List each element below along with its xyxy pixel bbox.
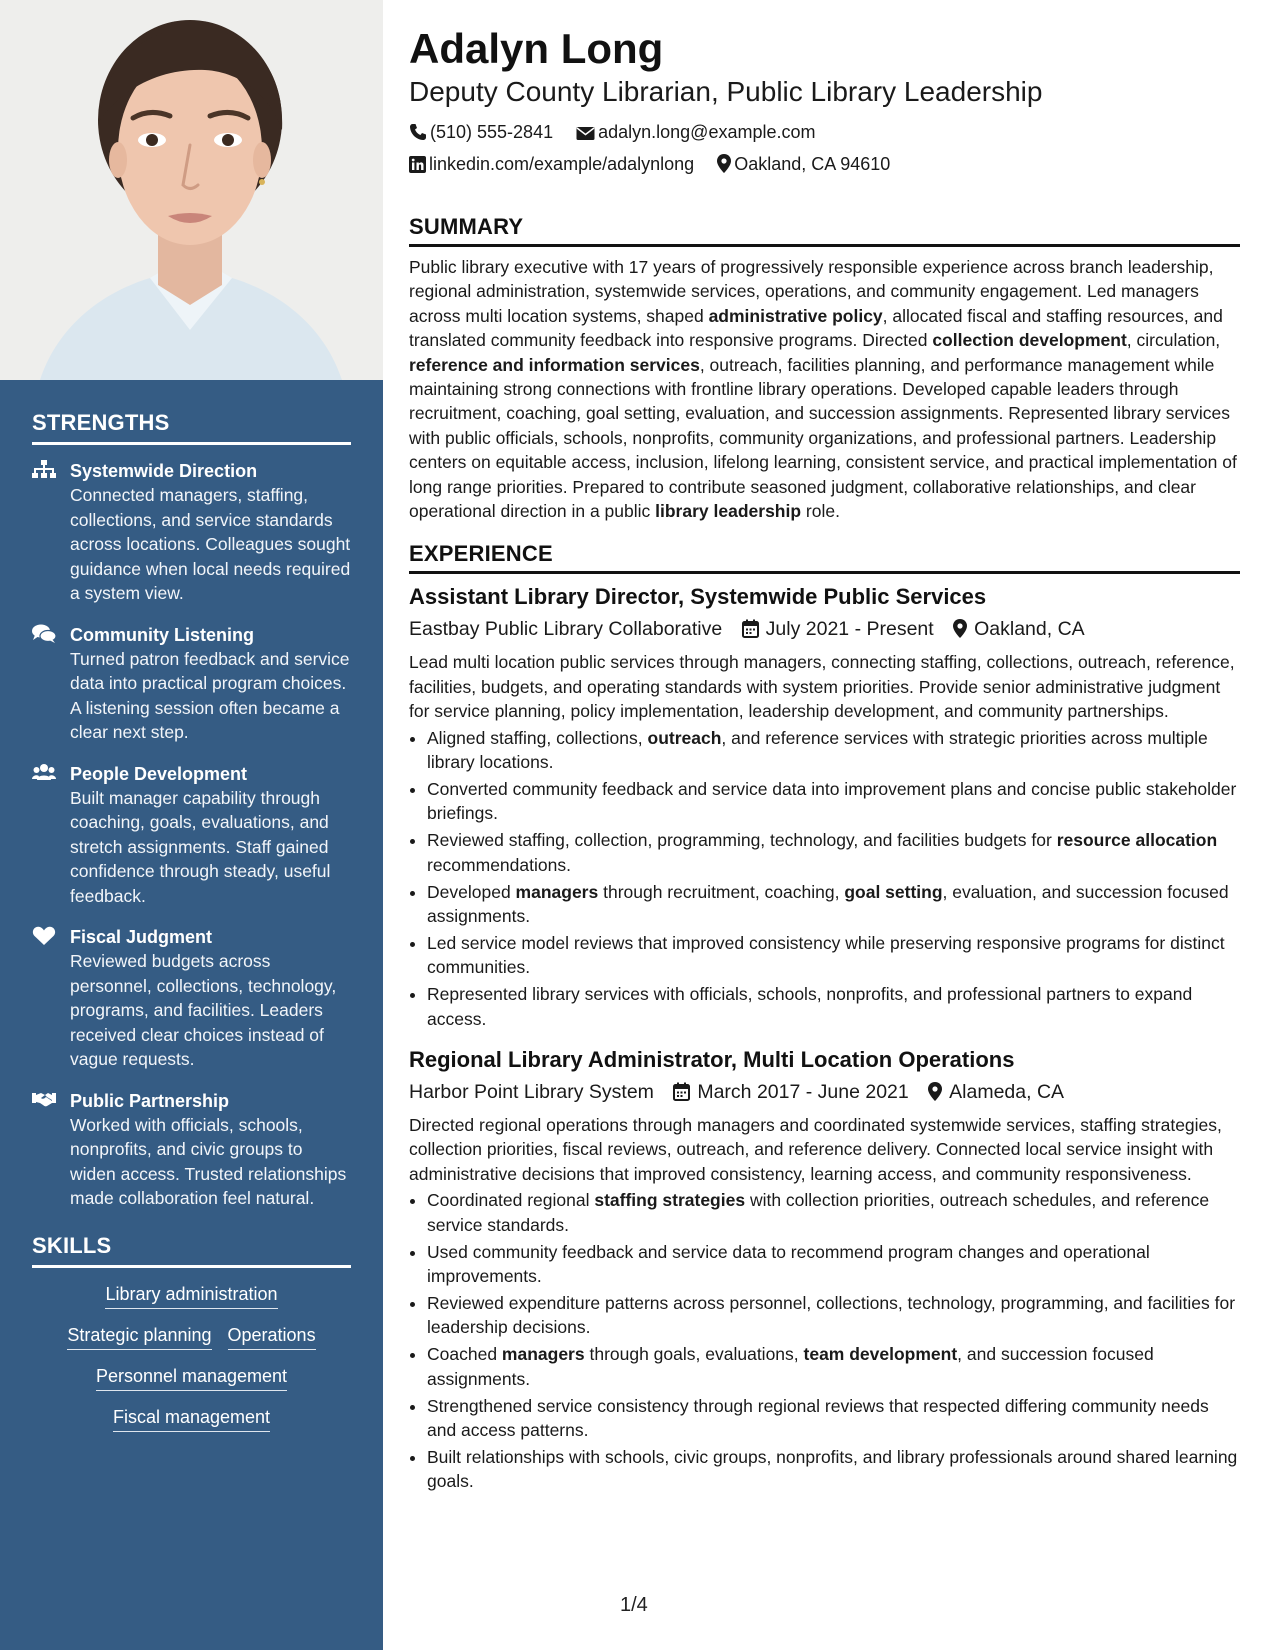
job-meta: [409, 614, 1240, 644]
job-bullet: [427, 1188, 1240, 1237]
text-run: , and succession focused assignments.: [427, 1344, 1154, 1389]
emphasis-text: goal setting: [844, 881, 943, 902]
email-contact[interactable]: [576, 116, 815, 148]
job-organization: Eastbay Public Library Collaborative: [409, 618, 723, 641]
skill-tag: Strategic planning: [67, 1323, 211, 1350]
summary-text: [409, 255, 1240, 523]
emphasis-text: team development: [803, 1344, 958, 1365]
text-run: Represented library services with officials, schools, nonprofits, and professional partners to expand access.: [427, 984, 1193, 1029]
text-run: Public library executive with 17 years of progressively responsible experience across branch leadership, regional administration, systemwide services, operations, and community engagement. Led managers across multi location systems, shaped: [409, 257, 1214, 326]
sidebar-content: [32, 410, 351, 1432]
envelope-icon: [576, 125, 595, 141]
emphasis-text: outreach: [647, 727, 722, 748]
text-run: Coached: [427, 1344, 502, 1365]
job-bullet: [427, 931, 1240, 980]
sitemap-icon: [32, 460, 56, 480]
emphasis-text: managers: [515, 881, 599, 902]
map-pin-icon: [953, 619, 967, 638]
skills-row: [32, 1282, 351, 1309]
emphasis-text: reference and information services: [409, 354, 700, 375]
strength-item: [32, 925, 351, 1072]
linkedin-text: linkedin.com/example/adalynlong: [429, 154, 695, 174]
emphasis-text: collection development: [932, 330, 1127, 351]
text-run: recommendations.: [427, 854, 571, 875]
text-run: Used community feedback and service data to recommend program changes and operational improvements.: [427, 1241, 1150, 1286]
skills-row: [32, 1364, 351, 1391]
job-bullet: [427, 828, 1240, 877]
text-run: Reviewed expenditure patterns across personnel, collections, technology, programming, and facilities for leadership decisions.: [427, 1292, 1236, 1338]
strength-title: Community Listening: [70, 624, 254, 645]
text-run: with collection priorities, outreach schedules, and reference service standards.: [427, 1190, 1210, 1235]
location-contact: [717, 148, 890, 180]
portrait-illustration: [0, 0, 383, 380]
text-run: , circulation,: [1126, 330, 1221, 351]
strength-item: [32, 762, 351, 909]
phone-text: (510) 555-2841: [430, 122, 554, 142]
strengths-heading: STRENGTHS: [32, 410, 351, 445]
strength-item: [32, 623, 351, 745]
text-run: Strengthened service consistency through regional reviews that respected differing community needs and access patterns.: [427, 1395, 1209, 1440]
job-description: Directed regional operations through managers and coordinated systemwide services, staffing strategies, collection priorities, fiscal reviews, outreach, and reference delivery. Connected local service insight with administrative decisions that improved consistency, learning access, and community responsiveness.: [409, 1115, 1222, 1184]
text-run: Coordinated regional: [427, 1190, 595, 1211]
skills-row: [32, 1323, 351, 1350]
text-run: , evaluation, and succession focused assignments.: [427, 881, 1229, 927]
skill-tag: Library administration: [105, 1282, 277, 1309]
phone-icon: [409, 123, 427, 141]
profile-photo: [0, 0, 383, 380]
skill-tag: Personnel management: [96, 1364, 287, 1391]
strength-text: Reviewed budgets across personnel, collections, technology, programs, and facilities. Leaders received clear choices instead of vague requests.: [70, 951, 337, 1069]
phone-contact[interactable]: [409, 116, 553, 148]
emphasis-text: staffing strategies: [594, 1190, 746, 1211]
job-meta: [409, 1077, 1240, 1107]
emphasis-text: administrative policy: [708, 305, 883, 326]
candidate-name: Adalyn Long: [409, 25, 664, 72]
strength-title: People Development: [70, 763, 248, 784]
strength-title: Public Partnership: [70, 1090, 230, 1111]
page-number: 1/4: [620, 1594, 648, 1616]
email-text: adalyn.long@example.com: [598, 122, 816, 142]
job-title: Regional Library Administrator, Multi Location Operations: [409, 1047, 1015, 1073]
job-dates: [673, 1077, 908, 1107]
text-run: , allocated fiscal and staffing resources, and translated community feedback into responsive programs. Directed: [409, 305, 1223, 351]
job-organization: Harbor Point Library System: [409, 1081, 654, 1104]
text-run: , outreach, facilities planning, and performance management while maintaining strong connections with frontline library operations. Developed capable leaders through recruitment, coaching, goal setting, evaluation, and succession assignments. Represented library services with public officials, schools, nonprofits, community organizations, and professional partners. Leadership centers on equitable access, inclusion, lifelong learning, consistent service, and practical implementation of long range priorities. Prepared to contribute seasoned judgment, collaborative relationships, and clear operational direction in a public: [409, 354, 1237, 522]
job-dates: [742, 614, 934, 644]
job-bullet: [427, 880, 1240, 929]
job-location: [928, 1077, 1064, 1107]
candidate-title: Deputy County Librarian, Public Library Leadership: [409, 76, 1043, 107]
job-bullet: [427, 1291, 1240, 1340]
strength-title: Fiscal Judgment: [70, 927, 213, 947]
heart-icon: [32, 926, 56, 946]
text-run: through recruitment, coaching,: [598, 881, 845, 902]
text-run: through goals, evaluations,: [584, 1344, 804, 1365]
job-entry: [409, 1045, 1240, 1494]
text-run: Reviewed staffing, collection, programming, technology, and facilities budgets for: [427, 830, 1057, 851]
strength-item: [32, 1089, 351, 1211]
location-text: Oakland, CA 94610: [734, 154, 891, 174]
skill-tag: Fiscal management: [113, 1405, 270, 1432]
emphasis-text: managers: [501, 1344, 585, 1365]
emphasis-text: resource allocation: [1056, 830, 1218, 851]
text-run: role.: [801, 501, 840, 522]
contact-row: [409, 116, 1240, 180]
text-run: Built relationships with schools, civic groups, nonprofits, and library professionals around shared learning goals.: [427, 1446, 1238, 1492]
job-location: [953, 614, 1085, 644]
job-bullet: [427, 726, 1240, 775]
text-run: Aligned staffing, collections,: [427, 727, 648, 748]
job-location-text: Oakland, CA: [974, 618, 1085, 641]
job-location-text: Alameda, CA: [949, 1081, 1065, 1104]
linkedin-contact[interactable]: [409, 148, 694, 180]
linkedin-icon: [409, 156, 426, 173]
text-run: Developed: [427, 881, 516, 902]
sidebar: [0, 0, 383, 1650]
job-bullet: [427, 777, 1240, 826]
calendar-icon: [673, 1082, 690, 1101]
job-bullet: [427, 1394, 1240, 1443]
calendar-icon: [742, 619, 759, 638]
job-bullets: [409, 1188, 1240, 1493]
skills-row: [32, 1405, 351, 1432]
job-dates-text: July 2021 - Present: [765, 618, 934, 641]
experience-heading: EXPERIENCE: [409, 541, 1240, 574]
job-title: Assistant Library Director, Systemwide Public Services: [409, 584, 987, 610]
job-bullet: [427, 982, 1240, 1031]
main-content: [409, 24, 1240, 1496]
job-description: Lead multi location public services through managers, connecting staffing, collections, outreach, reference, facilities, budgets, and operating standards with system priorities. Provide senior administrative judgment for service planning, policy implementation, leadership development, and community partnerships.: [409, 652, 1235, 722]
emphasis-text: library leadership: [655, 501, 802, 522]
strength-title: Systemwide Direction: [70, 461, 258, 481]
text-run: , and reference services with strategic priorities across multiple library locations.: [427, 727, 1208, 773]
job-bullet: [427, 1342, 1240, 1391]
comments-icon: [32, 624, 56, 644]
map-pin-icon: [928, 1082, 942, 1101]
text-run: Converted community feedback and service data into improvement plans and concise public stakeholder briefings.: [427, 779, 1237, 824]
strength-text: Worked with officials, schools, nonprofits, and civic groups to widen access. Trusted relationships made collaboration feel natural.: [70, 1114, 347, 1208]
handshake-icon: [32, 1090, 56, 1110]
strength-text: Built manager capability through coaching, goals, evaluations, and stretch assignments. Staff gained confidence through steady, useful feedback.: [70, 787, 331, 906]
summary-heading: SUMMARY: [409, 214, 1240, 247]
text-run: Led service model reviews that improved consistency while preserving responsive programs for distinct communities.: [427, 932, 1225, 978]
users-icon: [32, 763, 56, 783]
strength-text: Turned patron feedback and service data into practical program choices. A listening session often became a clear next step.: [70, 648, 350, 742]
job-bullet: [427, 1445, 1240, 1494]
skills-heading: SKILLS: [32, 1233, 351, 1268]
strength-text: Connected managers, staffing, collections, and service standards across locations. Colleagues sought guidance when local needs required a system view.: [70, 485, 351, 603]
map-pin-icon: [717, 154, 731, 173]
skill-tag: Operations: [228, 1323, 316, 1350]
job-entry: [409, 582, 1240, 1031]
job-dates-text: March 2017 - June 2021: [697, 1081, 909, 1104]
strength-item: [32, 459, 351, 606]
job-bullets: [409, 726, 1240, 1031]
job-bullet: [427, 1240, 1240, 1289]
